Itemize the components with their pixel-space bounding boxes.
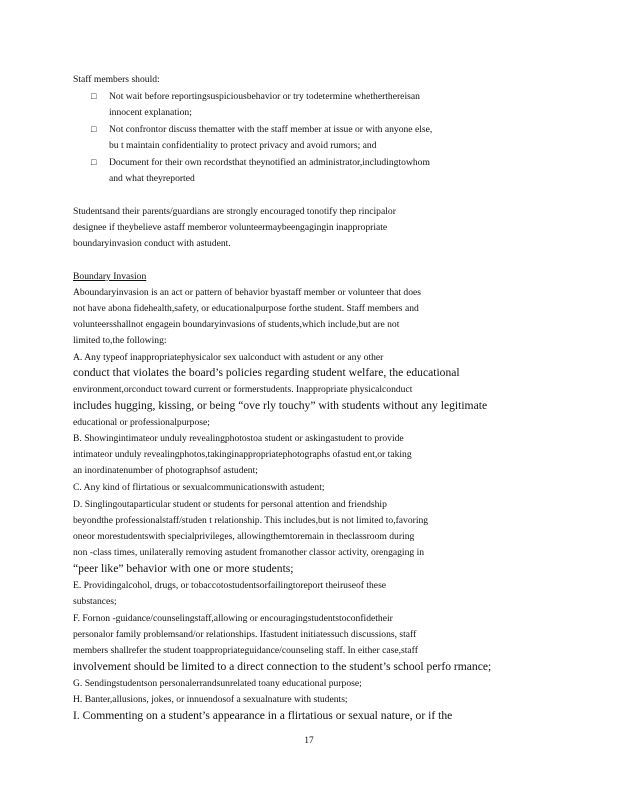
text-line: Document for their own recordsthat theynotified an administrator,includingtowhom — [109, 157, 430, 168]
text-line: limited to,the following: — [73, 335, 167, 346]
list-item-a: A. Any typeof inappropriatephysicalor sex ualconduct with astudent or any other — [73, 352, 384, 363]
list-item-h: H. Banter,allusions, jokes, or innuendosof a sexualnature with students; — [73, 694, 348, 705]
text-line: Studentsand their parents/guardians are strongly encouraged tonotify thep rincipalor — [73, 206, 396, 217]
text-line: includes hugging, kissing, or being “ove rly touchy” with students without any legitimate — [73, 399, 488, 412]
text-line: environment,orconduct toward current or formerstudents. Inappropriate physicalconduct — [73, 384, 413, 395]
bullet-box-icon: □ — [91, 157, 97, 167]
bullet-box-icon: □ — [91, 91, 97, 101]
list-item-d: D. Singlingoutaparticular student or students for personal attention and friendship — [73, 499, 387, 510]
text-line: designee if theybelieve astaff memberor volunteermaybeengagingin inappropriate — [73, 222, 388, 233]
list-item-e: E. Providingalcohol, drugs, or tobaccotostudentsorfailingtoreport theiruseof these — [73, 580, 387, 591]
text-line: not have abona fidehealth,safety, or educationalpurpose forthe student. Staff members and — [73, 303, 419, 314]
text-line: members shallrefer the student toappropriateguidance/counseling staff. In either case,staff — [73, 645, 418, 656]
text-line: non -class times, unilaterally removing astudent fromanother classor activity, orengaging in — [73, 547, 425, 558]
text-line: innocent explanation; — [109, 107, 192, 118]
text-line: educational or professionalpurpose; — [73, 417, 210, 428]
text-line: Aboundaryinvasion is an act or pattern of behavior byastaff member or volunteer that does — [73, 287, 422, 298]
text-line: “peer like” behavior with one or more students; — [73, 562, 294, 575]
section-heading: Boundary Invasion — [73, 271, 147, 282]
text-line: an inordinatenumber of photographsof astudent; — [73, 465, 258, 476]
text-line: volunteersshallnot engagein boundaryinvasions of students,which include,but are not — [73, 319, 400, 330]
text-line: oneor morestudentswith specialprivileges, allowingthemtoremain in theclassroom during — [73, 531, 415, 542]
text-line: substances; — [73, 596, 117, 607]
text-line: personalor family problemsand/or relationships. Ifastudent initiatessuch discussions, staff — [73, 629, 417, 640]
text-line: and what theyreported — [109, 173, 195, 184]
text-line: bu t maintain confidentiality to protect privacy and avoid rumors; and — [109, 140, 377, 151]
list-item-f: F. Fornon -guidance/counselingstaff,allowing or encouragingstudentstoconfidetheir — [73, 613, 393, 624]
text-line: Not wait before reportingsuspiciousbehavior or try todetermine whetherthereisan — [109, 91, 420, 102]
bullet-box-icon: □ — [91, 124, 97, 134]
list-item-b: B. Showingintimateor unduly revealingphotostoa student or askingastudent to provide — [73, 433, 404, 444]
page-number: 17 — [304, 736, 314, 746]
text-line: Not confrontor discuss thematter with the staff member at issue or with anyone else, — [109, 124, 433, 135]
text-line: Staff members should: — [73, 74, 160, 85]
text-line: involvement should be limited to a direct connection to the student’s school perfo rmance; — [73, 660, 492, 673]
text-line: intimateor unduly revealingphotos,takinginappropriatephotographs ofastud ent,or taking — [73, 449, 412, 460]
list-item-c: C. Any kind of flirtatious or sexualcommunicationswith astudent; — [73, 482, 325, 493]
text-line: conduct that violates the board’s policies regarding student welfare, the educational — [73, 366, 460, 379]
text-line: beyondthe professionalstaff/studen t relationship. This includes,but is not limited to,favoring — [73, 515, 429, 526]
list-item-g: G. Sendingstudentson personalerrandsunrelated toany educational purpose; — [73, 678, 362, 689]
list-item-i: I. Commenting on a student’s appearance in a flirtatious or sexual nature, or if the — [73, 709, 453, 722]
text-line: boundaryinvasion conduct with astudent. — [73, 238, 231, 249]
